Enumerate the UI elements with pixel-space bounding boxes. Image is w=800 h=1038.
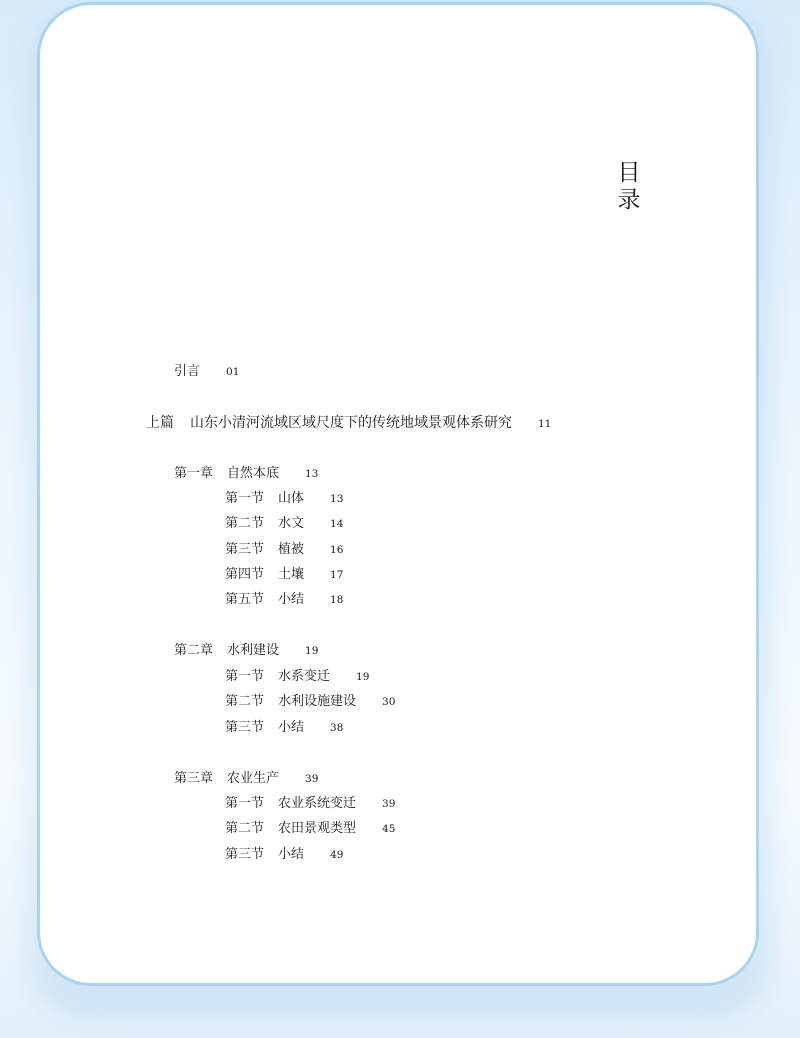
entry-label: 第三章 — [174, 771, 214, 786]
entry-title: 山体 — [278, 491, 305, 506]
toc-entry-chapter[interactable] — [174, 466, 318, 482]
toc-entry-section[interactable] — [225, 592, 343, 608]
entry-label: 第三节 — [225, 720, 265, 735]
entry-title: 小结 — [278, 592, 305, 607]
entry-page: 01 — [226, 366, 240, 378]
toc-entry-part[interactable] — [146, 415, 551, 432]
entry-page: 17 — [330, 569, 344, 581]
entry-page: 16 — [330, 544, 344, 556]
toc-title-char: 目 — [617, 160, 641, 186]
entry-page: 45 — [382, 823, 396, 835]
entry-title: 自然本底 — [227, 466, 280, 481]
entry-page: 18 — [330, 594, 344, 606]
entry-label: 第一节 — [225, 669, 265, 684]
entry-page: 30 — [382, 696, 396, 708]
entry-label: 第一节 — [225, 491, 265, 506]
toc-entry-section[interactable] — [225, 491, 343, 507]
entry-title: 植被 — [278, 542, 305, 557]
entry-label: 引言 — [174, 364, 201, 379]
entry-title: 山东小清河流域区域尺度下的传统地域景观体系研究 — [190, 415, 512, 431]
entry-title: 水系变迁 — [278, 669, 331, 684]
entry-label: 第五节 — [225, 592, 265, 607]
entry-page: 13 — [305, 468, 319, 480]
toc-entry-section[interactable] — [225, 720, 343, 736]
entry-title: 水文 — [278, 516, 305, 531]
entry-label: 上篇 — [146, 415, 174, 431]
entry-label: 第一章 — [174, 466, 214, 481]
entry-page: 39 — [305, 773, 319, 785]
entry-page: 19 — [305, 645, 319, 657]
toc-title — [614, 160, 644, 214]
toc-entry-section[interactable] — [225, 796, 395, 812]
entry-label: 第二节 — [225, 516, 265, 531]
entry-page: 38 — [330, 722, 344, 734]
toc-entry-section[interactable] — [225, 542, 343, 558]
entry-label: 第三节 — [225, 542, 265, 557]
toc-entry-section[interactable] — [225, 821, 395, 837]
entry-label: 第二节 — [225, 821, 265, 836]
toc-entry-section[interactable] — [225, 694, 395, 710]
entry-label: 第二节 — [225, 694, 265, 709]
toc-entry-section[interactable] — [225, 847, 343, 863]
entry-page: 39 — [382, 798, 396, 810]
entry-title: 小结 — [278, 847, 305, 862]
entry-title: 水利建设 — [227, 643, 280, 658]
toc-title-char: 录 — [617, 187, 641, 213]
entry-label: 第一节 — [225, 796, 265, 811]
toc-entry-chapter[interactable] — [174, 771, 318, 787]
entry-page: 11 — [538, 418, 552, 430]
entry-title: 小结 — [278, 720, 305, 735]
toc-entry-section[interactable] — [225, 516, 343, 532]
toc-entry-section[interactable] — [225, 669, 369, 685]
page-card — [37, 2, 759, 986]
entry-title: 农业生产 — [227, 771, 280, 786]
entry-page: 14 — [330, 518, 344, 530]
entry-title: 水利设施建设 — [278, 694, 357, 709]
entry-label: 第四节 — [225, 567, 265, 582]
entry-title: 农田景观类型 — [278, 821, 357, 836]
entry-label: 第三节 — [225, 847, 265, 862]
entry-page: 19 — [356, 671, 370, 683]
entry-page: 49 — [330, 849, 344, 861]
toc-entry-section[interactable] — [225, 567, 343, 583]
toc-entry-intro[interactable] — [174, 364, 239, 380]
entry-title: 土壤 — [278, 567, 305, 582]
toc-entry-chapter[interactable] — [174, 643, 318, 659]
entry-label: 第二章 — [174, 643, 214, 658]
entry-title: 农业系统变迁 — [278, 796, 357, 811]
entry-page: 13 — [330, 493, 344, 505]
